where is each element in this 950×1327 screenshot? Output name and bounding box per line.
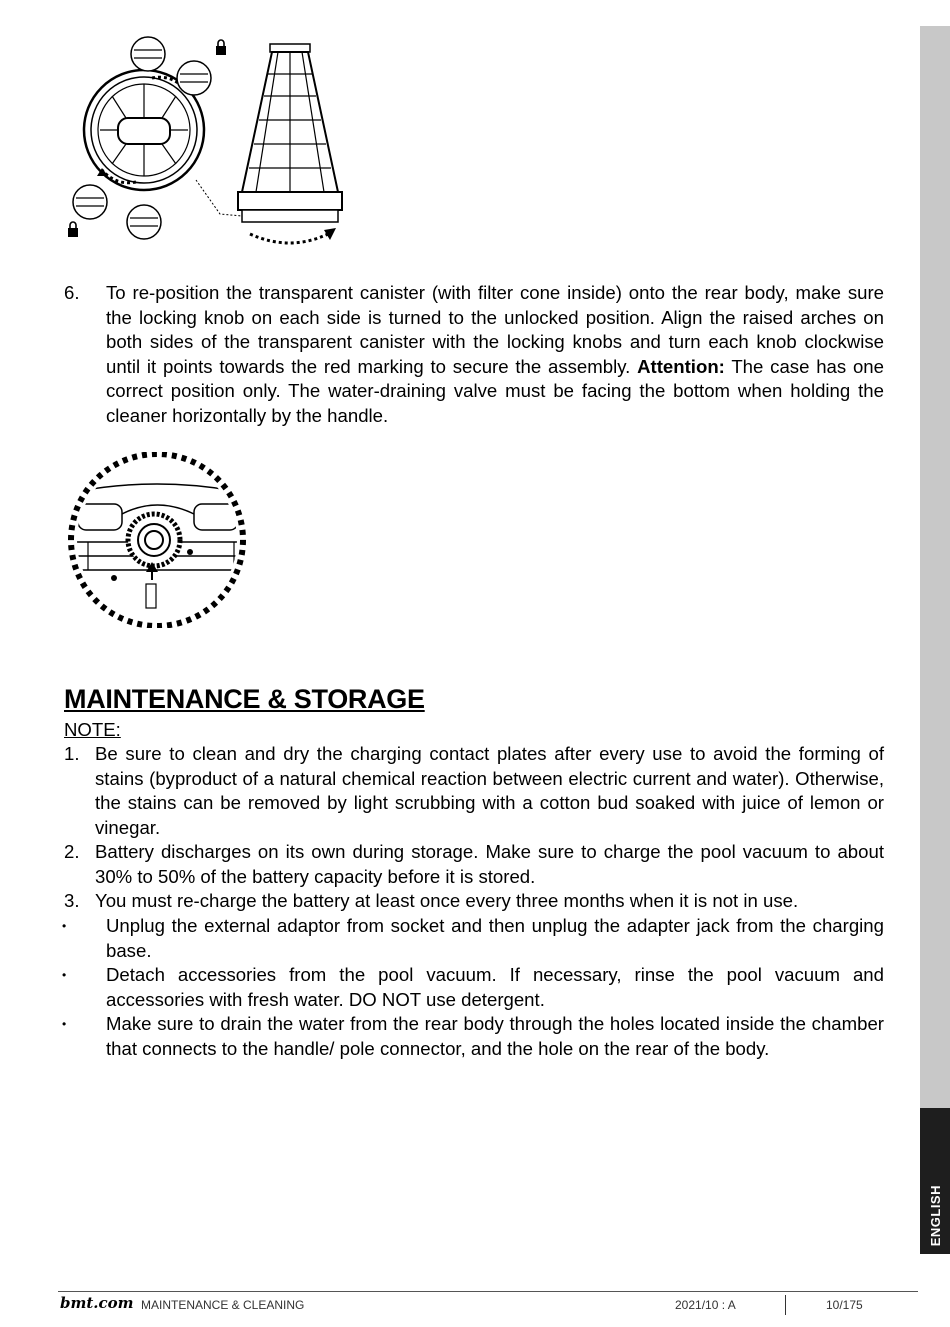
- list-item: You must re-charge the battery at least once every three months when it is not in use.: [95, 890, 799, 911]
- footer-rule: [58, 1291, 918, 1292]
- note-label: NOTE:: [64, 719, 121, 740]
- step6-paragraph: [106, 281, 884, 429]
- section-heading: MAINTENANCE & STORAGE: [64, 684, 425, 714]
- language-tab-label-wrap: [920, 1108, 950, 1254]
- language-tab-label: ENGLISH: [927, 1184, 943, 1246]
- brand-logo: bmt.com: [60, 1294, 134, 1312]
- lock-icon: [68, 222, 78, 237]
- filter-cone-icon: [238, 44, 342, 222]
- list-item: Be sure to clean and dry the charging contact plates after every use to avoid the forming of stains (byproduct of a natural chemical reaction between electric current and water). Otherwise, the stains can be removed by light scrubbing with a cotton bud soaked with juice of lemon or vinegar.: [95, 743, 884, 838]
- step-number: 6.: [64, 282, 80, 303]
- bullet-mark: •: [62, 1017, 67, 1031]
- locking-knob-detail-figure: [64, 452, 250, 628]
- side-tab-bar: [920, 26, 950, 1108]
- footer-section: MAINTENANCE & CLEANING: [141, 1298, 305, 1312]
- list-item-number: 1.: [64, 743, 80, 764]
- page-number: 10/175: [826, 1298, 863, 1312]
- footer-divider: [785, 1295, 786, 1315]
- footer-version: 2021/10 : A: [675, 1298, 736, 1312]
- bullet-item: Unplug the external adaptor from socket and then unplug the adapter jack from the charging base.: [106, 915, 884, 961]
- locking-knob-icon: [128, 514, 180, 566]
- list-item-number: 2.: [64, 841, 80, 862]
- bullet-item: Make sure to drain the water from the rear body through the holes located inside the chamber that connects to the handle/ pole connector, and the hole on the rear of the body.: [106, 1013, 884, 1059]
- lock-icon: [216, 40, 226, 55]
- canister-lock-figure: [60, 34, 350, 250]
- bullet-item: Detach accessories from the pool vacuum. If necessary, rinse the pool vacuum and accessories with fresh water. DO NOT use detergent.: [106, 964, 884, 1010]
- step6-text-before: To re-position the transparent canister (with filter cone inside) onto the rear body, make sure the locking knob on each side is turned to the unlocked position. Align the raised arches on both sides of the transparent canister with the locking knobs and turn each knob clockwise until it points towards the red marking to secure the assembly.: [106, 282, 884, 377]
- step6-text-after: The case has one correct position only. The water-draining valve must be facing the bottom when holding the cleaner horizontally by the handle.: [106, 355, 884, 426]
- attention-label: Attention:: [637, 355, 725, 377]
- list-item: Battery discharges on its own during storage. Make sure to charge the pool vacuum to about 30% to 50% of the battery capacity before it is stored.: [95, 841, 884, 887]
- bullet-mark: •: [62, 968, 67, 982]
- list-item-number: 3.: [64, 890, 80, 911]
- bullet-mark: •: [62, 919, 67, 933]
